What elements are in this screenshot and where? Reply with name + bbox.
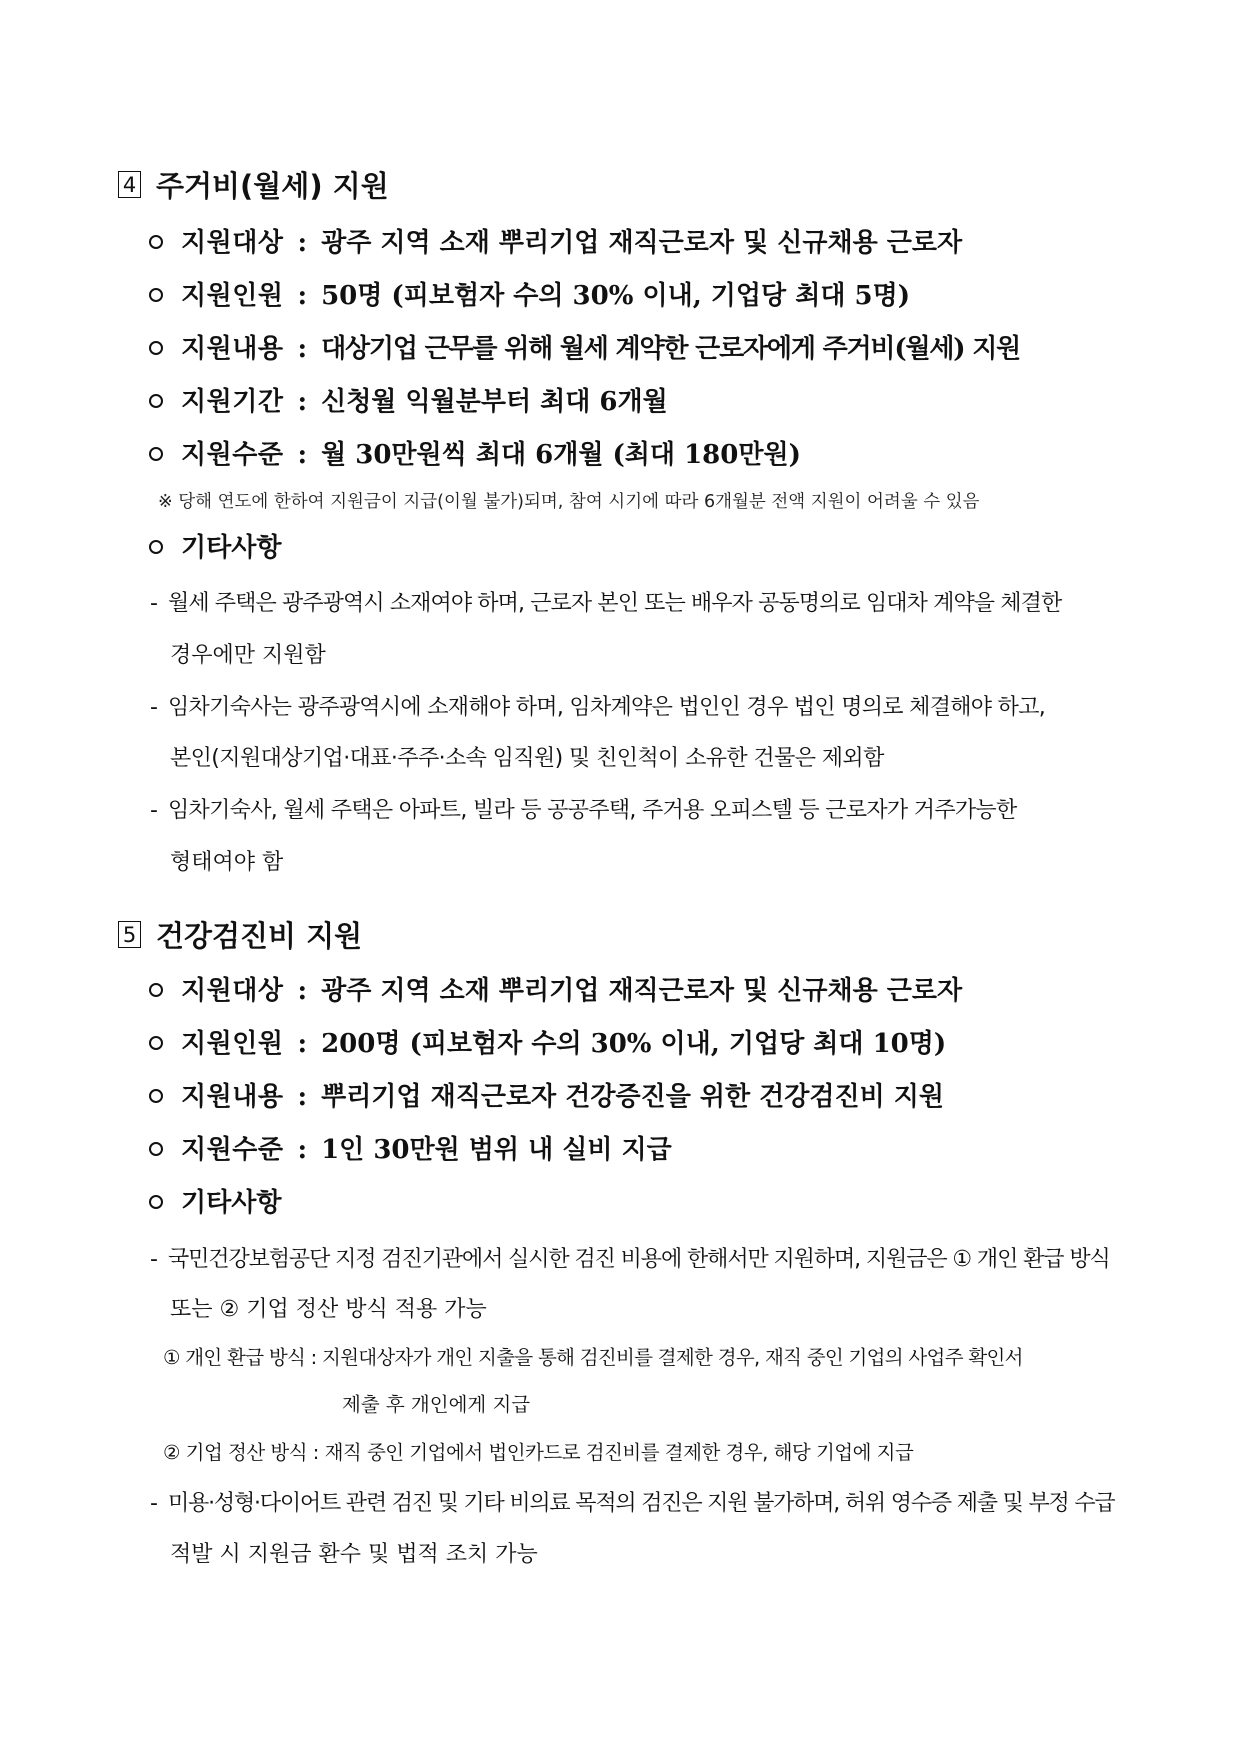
s5-sub-item-1-cont: 제출 후 개인에게 지급 bbox=[342, 1393, 531, 1416]
s4-etc-item-3: - 임차기숙사, 월세 주택은 아파트, 빌라 등 공공주택, 주거용 오피스텔 등 근로자가 거주가능한 bbox=[150, 798, 1017, 823]
section-5-title bbox=[118, 914, 362, 955]
section-4-title bbox=[118, 164, 389, 205]
s4-etc-item-3-cont: 형태여야 함 bbox=[170, 850, 284, 875]
s4-etc-item-2: - 임차기숙사는 광주광역시에 소재해야 하며, 임차계약은 법인인 경우 법인 명의로 체결해야 하고, bbox=[150, 695, 1046, 720]
circle-bullet-icon bbox=[149, 288, 163, 302]
s4-bullet-period: 지원기간 : 신청월 익월분부터 최대 6개월 bbox=[149, 381, 668, 418]
s4-etc-item-1-cont: 경우에만 지원함 bbox=[170, 643, 326, 668]
s5-bullet-target: 지원대상 : 광주 지역 소재 뿌리기업 재직근로자 및 신규채용 근로자 bbox=[149, 970, 962, 1007]
s5-bullet-headcount: 지원인원 : 200명 (피보험자 수의 30% 이내, 기업당 최대 10명) bbox=[149, 1023, 946, 1060]
s5-etc-item-2-cont: 적발 시 지원금 환수 및 법적 조치 가능 bbox=[170, 1542, 538, 1567]
s4-bullet-level: 지원수준 : 월 30만원씩 최대 6개월 (최대 180만원) bbox=[149, 434, 801, 471]
s4-bullet-content: 지원내용 : 대상기업 근무를 위해 월세 계약한 근로자에게 주거비(월세) 지원 bbox=[149, 328, 1020, 365]
s5-etc-item-1-cont: 또는 ② 기업 정산 방식 적용 가능 bbox=[170, 1297, 487, 1322]
circle-bullet-icon bbox=[149, 394, 163, 408]
circle-bullet-icon bbox=[149, 341, 163, 355]
s4-etc-title: 기타사항 bbox=[149, 527, 281, 564]
circle-bullet-icon bbox=[149, 235, 163, 249]
section-5-number: 5 bbox=[118, 921, 141, 948]
circle-bullet-icon bbox=[149, 1089, 163, 1103]
section-4-number: 4 bbox=[118, 171, 141, 198]
s5-bullet-content: 지원내용 : 뿌리기업 재직근로자 건강증진을 위한 건강검진비 지원 bbox=[149, 1076, 944, 1113]
s5-sub-item-2: ② 기업 정산 방식 : 재직 중인 기업에서 법인카드로 검진비를 결제한 경우, 해당 기업에 지급 bbox=[163, 1441, 914, 1464]
s5-etc-item-2: - 미용·성형·다이어트 관련 검진 및 기타 비의료 목적의 검진은 지원 불가하며, 허위 영수증 제출 및 부정 수급 bbox=[150, 1491, 1115, 1516]
s5-etc-item-1: - 국민건강보험공단 지정 검진기관에서 실시한 검진 비용에 한해서만 지원하며, 지원금은 ① 개인 환급 방식 bbox=[150, 1247, 1110, 1272]
circle-bullet-icon bbox=[149, 983, 163, 997]
s5-bullet-level: 지원수준 : 1인 30만원 범위 내 실비 지급 bbox=[149, 1129, 672, 1166]
circle-bullet-icon bbox=[149, 540, 163, 554]
s4-bullet-target: 지원대상 : 광주 지역 소재 뿌리기업 재직근로자 및 신규채용 근로자 bbox=[149, 222, 962, 259]
section-4-heading: 주거비(월세) 지원 bbox=[156, 169, 389, 203]
circle-bullet-icon bbox=[149, 447, 163, 461]
s5-etc-title: 기타사항 bbox=[149, 1182, 281, 1219]
circle-bullet-icon bbox=[149, 1036, 163, 1050]
circle-bullet-icon bbox=[149, 1195, 163, 1209]
s4-etc-item-1: - 월세 주택은 광주광역시 소재여야 하며, 근로자 본인 또는 배우자 공동명의로 임대차 계약을 체결한 bbox=[150, 591, 1062, 616]
s4-bullet-headcount: 지원인원 : 50명 (피보험자 수의 30% 이내, 기업당 최대 5명) bbox=[149, 275, 910, 312]
s4-note: ※ 당해 연도에 한하여 지원금이 지급(이월 불가)되며, 참여 시기에 따라 6개월분 전액 지원이 어려울 수 있음 bbox=[158, 492, 980, 512]
section-5-heading: 건강검진비 지원 bbox=[156, 919, 363, 953]
s5-sub-item-1: ① 개인 환급 방식 : 지원대상자가 개인 지출을 통해 검진비를 결제한 경우, 재직 중인 기업의 사업주 확인서 bbox=[163, 1346, 1023, 1369]
s4-etc-item-2-cont: 본인(지원대상기업·대표·주주·소속 임직원) 및 친인척이 소유한 건물은 제외함 bbox=[170, 746, 884, 771]
circle-bullet-icon bbox=[149, 1142, 163, 1156]
